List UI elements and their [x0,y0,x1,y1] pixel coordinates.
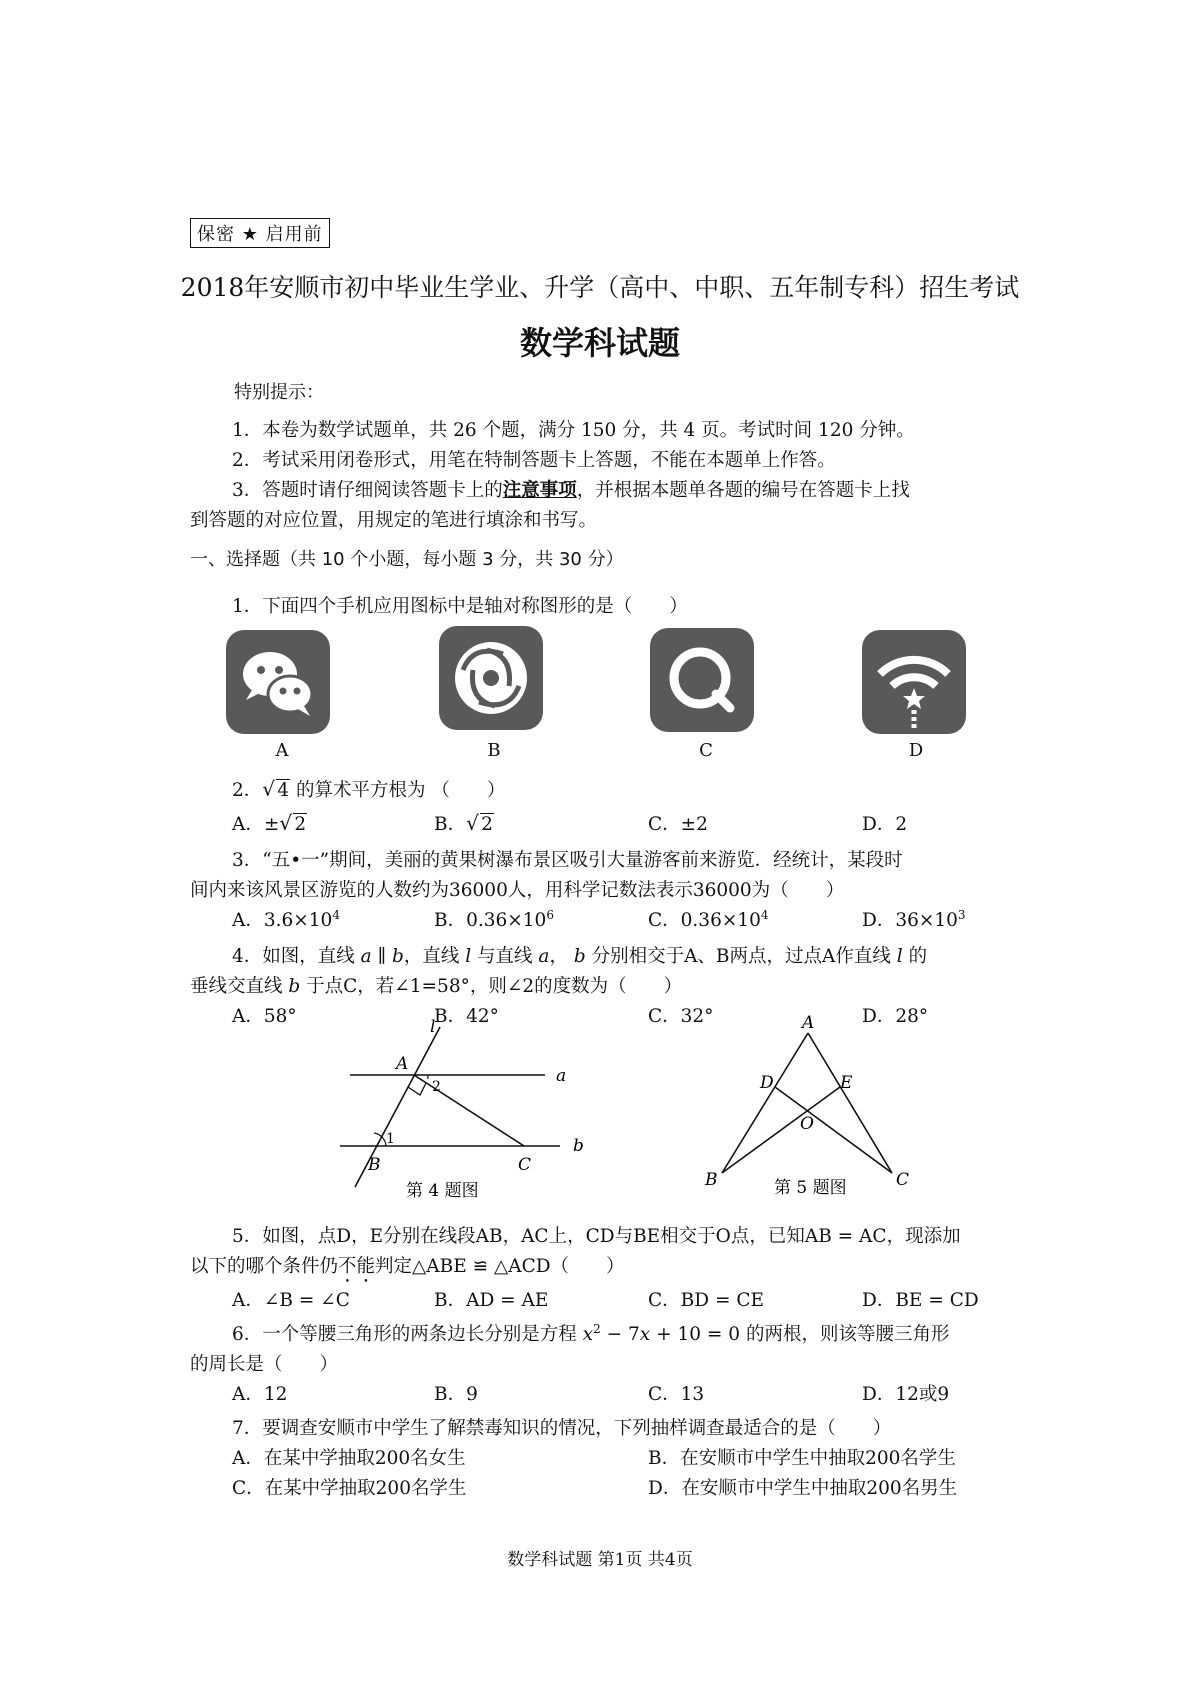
q3-c-exp: 4 [760,907,769,922]
label-O: O [800,1114,814,1134]
fig4-caption: 第 4 题图 [406,1181,479,1201]
magnifier-icon [650,628,754,732]
q5-t2: 判定△ABE ≌ △ACD（ ） [375,1256,625,1277]
q4-t2: ，直线 [403,946,466,967]
q5-option-c: C．BD = CE [648,1290,765,1311]
q7-stem: 7．要调查安顺市中学生了解禁毒知识的情况，下列抽样调查最适合的是（ ） [232,1418,892,1439]
label-E: E [840,1073,853,1093]
q2-option-c: C．±2 [648,814,708,835]
q4-t4: ， [549,946,574,967]
q1-label-d: D [908,740,924,761]
q5-option-d: D．BE = CD [862,1290,979,1311]
fig5-caption: 第 5 题图 [774,1178,847,1198]
q3-c-base: C．0.36×10 [648,910,761,931]
label-D: D [760,1073,774,1093]
q3-option-b [434,906,554,932]
q3-a-base: A．3.6×10 [232,910,333,931]
q4-line-2 [190,972,682,998]
q2-stem [232,776,505,802]
q6-line-1 [232,1320,949,1346]
right-angle-mark [408,1083,426,1095]
q2-suffix: 的算术平方根为 （ ） [290,780,506,801]
label-C: C [896,1170,910,1190]
q3-option-d [862,906,966,932]
label-B: B [705,1170,718,1190]
q2-prefix: 2． [232,780,263,801]
q2-radicand: 4 [277,780,290,801]
segment-be [722,1087,840,1173]
label-C: C [518,1155,532,1175]
tip-item-3-part-a: 3．答题时请仔细阅读答题卡上的 [232,480,503,501]
q7-option-a: A．在某中学抽取200名女生 [232,1448,466,1469]
section-heading: 一、选择题（共 10 个小题，每小题 3 分，共 30 分） [190,549,624,570]
q2-b-text: B． [434,814,467,835]
label-b: b [573,1136,584,1156]
q5-line-2 [190,1252,625,1287]
exam-title: 2018年安顺市初中毕业生学业、升学（高中、中职、五年制专科）招生考试 [180,273,1020,302]
q2-b-sqrt: √ 2 [466,811,493,835]
segment-ab [722,1033,808,1173]
q2-b-radicand: 2 [481,814,493,835]
q3-d-exp: 3 [957,907,966,922]
segment-ac [808,1033,892,1173]
tip-item-2: 2．考试采用闭卷形式，用笔在特制答题卡上答题，不能在本题单上作答。 [232,450,836,471]
q2-option-d: D．2 [862,814,908,835]
page-footer: 数学科试题 第1页 共4页 [507,1550,693,1570]
tip-item-3-emphasis: 注意事项 [502,480,577,501]
q5-t1: 以下的哪个条件仍 [190,1256,339,1277]
q6-option-c: C．13 [648,1384,705,1405]
q1-label-b: B [487,740,501,761]
q6-t1: 6．一个等腰三角形的两条边长分别是方程 [232,1324,583,1345]
q3-option-c [648,906,769,932]
q6-eq-x2: x [639,1324,651,1345]
q4-var-l: l [465,946,472,967]
tip-item-3-part-c: ，并根据本题单各题的编号在答题卡上找 [576,480,910,501]
q6-option-b: B．9 [434,1384,478,1405]
q3-d-base: D．36×10 [862,910,958,931]
label-l: l [430,1017,436,1037]
q4-var-b3: b [288,976,301,997]
q4-t3: 与直线 [471,946,539,967]
q5-option-b: B．AD = AE [434,1290,549,1311]
wechat-icon [226,630,330,734]
q4-parallel: ∥ [371,946,392,967]
q6-line-2: 的周长是（ ） [190,1354,339,1375]
q4-t8: 于点C，若∠1=58°，则∠2的度数为（ ） [300,976,683,997]
q4-t1: 4．如图，直线 [232,946,361,967]
q1-stem: 1．下面四个手机应用图标中是轴对称图形的是（ ） [232,596,688,617]
q2-sqrt: √ 4 [262,777,290,801]
q5-line-1: 5．如图，点D，E分别在线段AB，AC上，CD与BE相交于O点，已知AB = AC，现添加 [232,1226,961,1247]
q6-eq-exp: 2 [593,1321,601,1336]
q1-label-a: A [275,740,289,761]
label-B: B [368,1155,381,1175]
tips-heading: 特别提示： [234,382,324,403]
q4-var-b2: b [573,946,586,967]
q3-b-exp: 6 [546,907,554,922]
q6-eq-x: x [582,1324,594,1345]
subject-title: 数学科试题 [519,324,680,362]
tip-item-3-cont: 到答题的对应位置，用规定的笔进行填涂和书写。 [190,510,598,531]
confidential-label: 保密 ★ 启用前 [190,218,330,248]
q2-option-a [232,810,307,836]
q7-option-b: B．在安顺市中学生中抽取200名学生 [648,1448,956,1469]
q4-line-1 [232,942,927,968]
q7-option-c: C．在某中学抽取200名学生 [232,1478,467,1499]
q3-option-a [232,906,340,932]
segment-dc [775,1087,892,1173]
label-A: A [396,1054,409,1074]
q4-var-l2: l [896,946,903,967]
q2-a-radicand: 2 [294,814,307,835]
figure-q5 [700,1005,930,1205]
label-angle-1: 1 [386,1131,395,1147]
q5-option-a: A．∠B = ∠C [232,1290,350,1311]
q4-option-a: A．58° [232,1006,297,1027]
q2-option-b [434,810,494,836]
q3-a-exp: 4 [332,907,340,922]
q4-option-b: B．42° [434,1006,499,1027]
q4-option-d: D．28° [862,1006,929,1027]
q4-var-b: b [392,946,404,967]
q4-t5: 分别相交于A、B两点，过点A作直线 [585,946,897,967]
q7-option-d: D．在安顺市中学生中抽取200名男生 [648,1478,958,1499]
q4-t6: 的 [902,946,928,967]
tip-item-3 [232,476,910,502]
tip-item-1: 1．本卷为数学试题单，共 26 个题，满分 150 分，共 4 页。考试时间 120 分钟。 [232,420,915,441]
q2-a-sqrt: √ 2 [279,811,307,835]
q3-line-2: 间内来该风景区游览的人数约为36000人，用科学记数法表示36000为（ ） [190,880,845,901]
q6-option-d: D．12或9 [862,1384,950,1405]
segment-ac [414,1075,524,1146]
label-angle-2: 2 [432,1079,441,1095]
q4-t7: 垂线交直线 [190,976,289,997]
swirl-icon [439,626,543,730]
q6-t2: 的两根，则该等腰三角形 [740,1324,950,1345]
label-A: A [802,1013,815,1033]
label-a: a [556,1066,567,1086]
q2-a-text: A．± [232,814,280,835]
q4-option-c: C．32° [648,1006,714,1027]
q3-line-1: 3．“五•一”期间，美丽的黄果树瀑布景区吸引大量游客前来游览．经统计，某段时 [232,850,903,871]
q6-eq-mid: − 7 [600,1324,640,1345]
q6-eq-tail: + 10 = 0 [650,1324,741,1345]
q4-var-a2: a [538,946,550,967]
q1-label-c: C [699,740,713,761]
figure-q4 [330,1015,600,1205]
q4-var-a: a [360,946,372,967]
q6-option-a: A．12 [232,1384,288,1405]
q3-b-base: B．0.36×10 [434,910,547,931]
q5-emphasis: 不能 [338,1256,376,1277]
wifi-star-icon [862,630,966,734]
